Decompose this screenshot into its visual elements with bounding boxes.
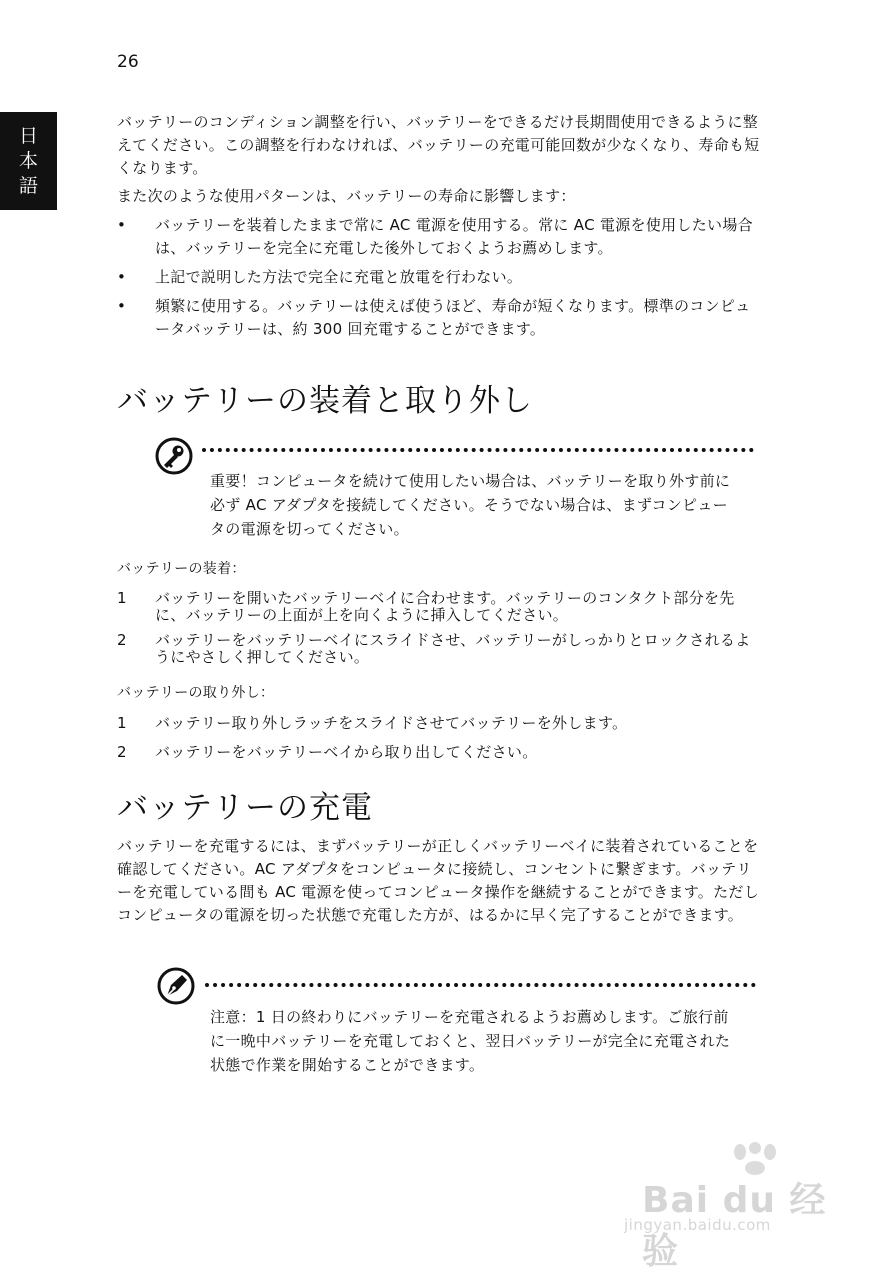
list-item: [117, 214, 762, 260]
language-tab: [0, 112, 57, 210]
note-text: 注意：1 日の終わりにバッテリーを充電されるようお薦めします。ご旅行前に一晩中バッテリーを充電しておくと、翌日バッテリーが完全に充電された状態で作業を開始することができます。: [210, 1008, 731, 1074]
list-item: [117, 590, 762, 624]
bullet-icon: •: [117, 268, 127, 286]
key-icon: [154, 436, 194, 476]
bullet-icon: •: [117, 216, 127, 234]
list-item: [117, 741, 762, 764]
heading-battery-charging: バッテリーの充電: [117, 790, 373, 826]
intro-paragraph-usage: また次のような使用パターンは、バッテリーの寿命に影響します：: [117, 187, 576, 205]
list-item-text: バッテリーを装着したままで常に AC 電源を使用する。常に AC 電源を使用したい場合は、バッテリーを完全に充電した後外しておくようお薦めします。: [155, 216, 753, 257]
page-number: 26: [117, 52, 139, 72]
step-text: バッテリーをバッテリーベイにスライドさせ、バッテリーがしっかりとロックされるようにやさしく押してください。: [155, 631, 751, 666]
step-number: 1: [117, 714, 127, 732]
bullet-icon: •: [117, 297, 127, 315]
step-number: 1: [117, 589, 127, 607]
heading-battery-install-remove: バッテリーの装着と取り外し: [117, 383, 533, 419]
step-number: 2: [117, 631, 127, 649]
step-text: バッテリーを開いたバッテリーベイに合わせます。バッテリーのコンタクト部分を先に、バッテリーの上面が上を向くように挿入してください。: [155, 589, 735, 624]
watermark-url: jingyan.baidu.com: [624, 1216, 771, 1234]
step-text: バッテリーをバッテリーベイから取り出してください。: [155, 743, 538, 761]
pen-icon: [156, 966, 196, 1006]
language-tab-char: 本: [18, 149, 38, 172]
remove-steps-list: [117, 712, 762, 770]
step-text: バッテリー取り外しラッチをスライドさせてバッテリーを外します。: [155, 714, 628, 732]
paw-logo-icon: [728, 1142, 782, 1176]
baidu-watermark: [624, 1142, 834, 1272]
step-number: 2: [117, 743, 127, 761]
list-item: [117, 295, 762, 341]
intro-paragraph: バッテリーのコンディション調整を行い、バッテリーをできるだけ長期間使用できるように整えてください。この調整を行わなければ、バッテリーの充電可能回数が少なくなり、寿命も短くなります。: [117, 113, 760, 177]
remove-label: バッテリーの取り外し：: [117, 685, 275, 701]
list-item: [117, 712, 762, 735]
usage-bullet-list: [117, 214, 762, 347]
charging-paragraph: バッテリーを充電するには、まずバッテリーが正しくバッテリーベイに装着されていることを確認してください。AC アダプタをコンピュータに接続し、コンセントに繋ぎます。バッテリーを充電している間も AC 電源を使ってコンピュータ操作を継続することができます。ただしコンピュータの電源を切った状態で充電した方が、はるかに早く完了することができます。: [117, 837, 760, 924]
list-item: [117, 632, 762, 666]
important-note-text: 重要！コンピュータを続けて使用したい場合は、バッテリーを取り外す前に必ず AC アダプタを接続してください。そうでない場合は、まずコンピュータの電源を切ってください。: [210, 472, 731, 538]
callout-dotted-divider: [202, 448, 754, 452]
list-item-text: 頻繁に使用する。バッテリーは使えば使うほど、寿命が短くなります。標準のコンピュータバッテリーは、約 300 回充電することができます。: [155, 297, 751, 338]
list-item-text: 上記で説明した方法で完全に充電と放電を行わない。: [155, 268, 523, 286]
install-steps-list: [117, 590, 762, 674]
install-label: バッテリーの装着：: [117, 561, 246, 577]
watermark-brand: Bai du 经验: [642, 1180, 827, 1272]
list-item: [117, 266, 762, 289]
callout-dotted-divider: [205, 983, 756, 987]
language-tab-char: 日: [18, 124, 38, 147]
language-tab-char: 語: [18, 174, 38, 197]
